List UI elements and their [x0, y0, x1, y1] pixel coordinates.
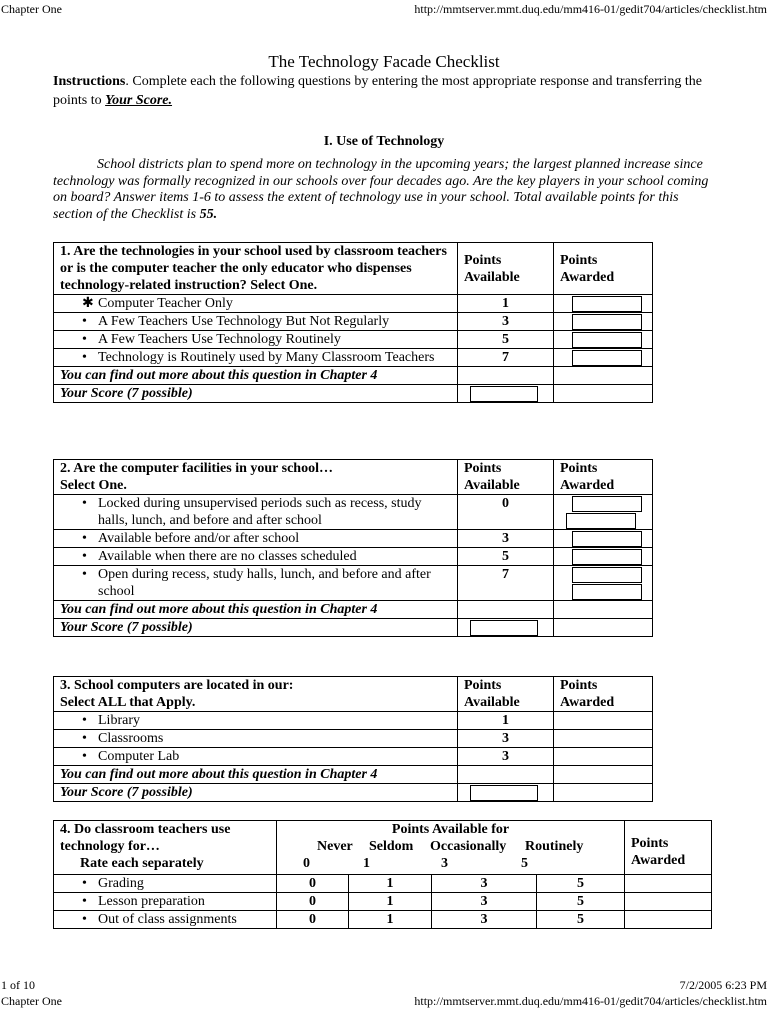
section-intro-text: School districts plan to spend more on technology in the upcoming years; the largest planned increase since technology was formally recognized in our schools over four decades ago. Are the key players in your school coming on board? Answer items 1-6 to assess the extent of technology use in your school. Total available points for this section of the Checklist is — [53, 157, 709, 222]
q4-award-cell[interactable] — [625, 911, 712, 929]
q4-never: 0 — [277, 893, 349, 911]
q4-never: 0 — [277, 911, 349, 929]
question-1-text: 1. Are the technologies in your school used by classroom teachers or is the computer teacher the only educator who dispenses technology-related instruction? Select One. — [54, 243, 458, 295]
section-heading: I. Use of Technology — [323, 134, 445, 149]
instructions-text: . Complete each the following questions by entering the most appropriate response and transferring the points to — [53, 74, 702, 108]
q1-score-input[interactable] — [470, 386, 538, 402]
q1-award-input[interactable] — [572, 314, 642, 330]
q1-option: • A Few Teachers Use Technology Routinely — [54, 331, 458, 349]
q3-score-cell — [458, 784, 554, 802]
q4-routinely: 5 — [537, 893, 625, 911]
footer-page-number: 1 of 10 — [1, 978, 35, 992]
points-awarded-header: Points Awarded — [554, 677, 653, 712]
q2-award-input[interactable] — [572, 549, 642, 565]
q4-seldom: 1 — [349, 911, 432, 929]
q2-award-cell — [554, 495, 653, 530]
q1-option: • Technology is Routinely used by Many Classroom Teachers — [54, 349, 458, 367]
scale-label-never: Never — [317, 839, 353, 854]
q3-option: • Library — [54, 712, 458, 730]
section-total: 55. — [199, 206, 218, 222]
q2-award-cell — [554, 566, 653, 601]
points-awarded-header: Points Awarded — [554, 460, 653, 495]
q2-score-input[interactable] — [470, 620, 538, 636]
q3-award-cell[interactable] — [554, 712, 653, 730]
q2-option: • Available when there are no classes scheduled — [54, 548, 458, 566]
question-4-table — [53, 820, 712, 929]
points-awarded-header: Points Awarded — [625, 821, 712, 875]
q3-points: 3 — [458, 748, 554, 766]
q3-award-cell[interactable] — [554, 748, 653, 766]
q2-score-cell — [458, 619, 554, 637]
q1-option: ✱ Computer Teacher Only — [54, 295, 458, 313]
scale-label-occasionally: Occasionally — [430, 839, 507, 854]
q2-award-cell — [554, 548, 653, 566]
question-3-table — [53, 676, 653, 802]
instructions — [53, 72, 703, 110]
q4-routinely: 5 — [537, 911, 625, 929]
q1-award-cell — [554, 349, 653, 367]
question-4-text: 4. Do classroom teachers use technology for… Rate each separately — [54, 821, 277, 875]
section-intro — [53, 157, 718, 223]
q2-points: 0 — [458, 495, 554, 530]
footer-datetime: 7/2/2005 6:23 PM — [679, 978, 767, 992]
q4-routinely: 5 — [537, 875, 625, 893]
q3-your-score: Your Score (7 possible) — [54, 784, 458, 802]
q2-your-score: Your Score (7 possible) — [54, 619, 458, 637]
q2-points: 7 — [458, 566, 554, 601]
q4-award-cell[interactable] — [625, 893, 712, 911]
q2-more-info: You can find out more about this question in Chapter 4 — [54, 601, 458, 619]
q2-award-input[interactable] — [572, 496, 642, 512]
q1-award-cell — [554, 313, 653, 331]
q3-option: • Computer Lab — [54, 748, 458, 766]
q1-award-cell — [554, 331, 653, 349]
question-3-text: 3. School computers are located in our: Select ALL that Apply. — [54, 677, 458, 712]
q4-award-cell[interactable] — [625, 875, 712, 893]
q1-points: 5 — [458, 331, 554, 349]
page-title: The Technology Facade Checklist — [268, 52, 500, 71]
q3-more-info: You can find out more about this question in Chapter 4 — [54, 766, 458, 784]
q2-award-input[interactable] — [572, 531, 642, 547]
q2-award-input[interactable] — [572, 584, 642, 600]
q2-option: • Available before and/or after school — [54, 530, 458, 548]
q1-award-cell — [554, 295, 653, 313]
q3-option: • Classrooms — [54, 730, 458, 748]
q4-scale-header — [277, 821, 625, 875]
q2-option: • Open during recess, study halls, lunch, and before and after school — [54, 566, 458, 601]
scale-points-routinely: 5 — [521, 856, 528, 871]
q1-points: 7 — [458, 349, 554, 367]
q3-points: 3 — [458, 730, 554, 748]
q2-award-cell — [554, 530, 653, 548]
q2-points: 5 — [458, 548, 554, 566]
q2-award-input[interactable] — [572, 567, 642, 583]
points-available-header: Points Available — [458, 460, 554, 495]
header-url: http://mmtserver.mmt.duq.edu/mm416-01/gedit704/articles/checklist.htm — [414, 2, 767, 16]
q1-points: 1 — [458, 295, 554, 313]
scale-label-routinely: Routinely — [525, 839, 584, 854]
q1-score-cell — [458, 385, 554, 403]
q3-points: 1 — [458, 712, 554, 730]
q1-option: • A Few Teachers Use Technology But Not Regularly — [54, 313, 458, 331]
q4-never: 0 — [277, 875, 349, 893]
question-2-table — [53, 459, 653, 637]
q2-points: 3 — [458, 530, 554, 548]
points-available-header: Points Available — [458, 677, 554, 712]
q1-award-input[interactable] — [572, 296, 642, 312]
q1-your-score: Your Score (7 possible) — [54, 385, 458, 403]
q4-item: • Grading — [54, 875, 277, 893]
q1-award-input[interactable] — [572, 350, 642, 366]
footer-url: http://mmtserver.mmt.duq.edu/mm416-01/gedit704/articles/checklist.htm — [414, 994, 767, 1008]
q3-award-cell[interactable] — [554, 730, 653, 748]
your-score-ref: Your Score. — [105, 93, 173, 108]
q2-option: • Locked during unsupervised periods such as recess, study halls, lunch, and before and after school — [54, 495, 458, 530]
q4-item: • Out of class assignments — [54, 911, 277, 929]
scale-points-occasionally: 3 — [441, 856, 448, 871]
q4-item: • Lesson preparation — [54, 893, 277, 911]
question-1-table — [53, 242, 653, 403]
q4-seldom: 1 — [349, 875, 432, 893]
q4-occasionally: 3 — [432, 911, 537, 929]
header-left: Chapter One — [1, 2, 62, 16]
points-available-header: Points Available — [458, 243, 554, 295]
q1-points: 3 — [458, 313, 554, 331]
scale-points-never: 0 — [303, 856, 310, 871]
instructions-label: Instructions — [53, 74, 126, 89]
q4-points-for: Points Available for — [391, 822, 510, 837]
q1-award-input[interactable] — [572, 332, 642, 348]
points-awarded-header: Points Awarded — [554, 243, 653, 295]
question-2-text: 2. Are the computer facilities in your school… Select One. — [54, 460, 458, 495]
q1-more-info: You can find out more about this question in Chapter 4 — [54, 367, 458, 385]
q4-occasionally: 3 — [432, 893, 537, 911]
scale-points-seldom: 1 — [363, 856, 370, 871]
scale-label-seldom: Seldom — [369, 839, 414, 854]
q4-seldom: 1 — [349, 893, 432, 911]
q3-score-input[interactable] — [470, 785, 538, 801]
q2-award-input[interactable] — [566, 513, 636, 529]
q4-occasionally: 3 — [432, 875, 537, 893]
footer-left: Chapter One — [1, 994, 62, 1008]
